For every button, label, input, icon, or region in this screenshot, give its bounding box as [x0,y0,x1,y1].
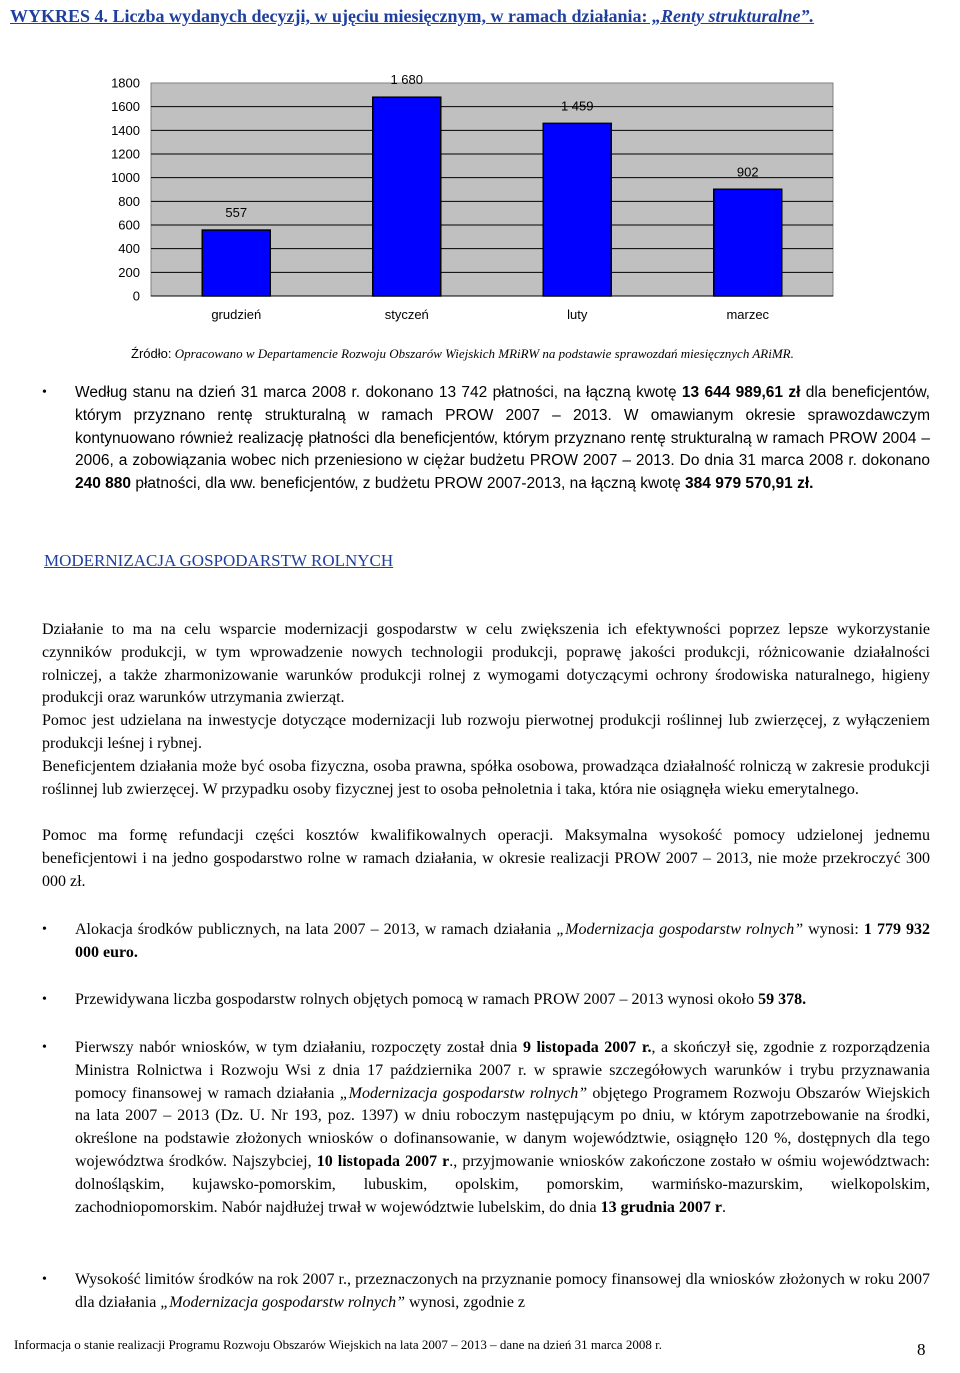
source-label: Źródło: [131,346,172,361]
y-tick-label: 200 [118,264,140,280]
bar-1 [373,97,441,296]
y-tick-label: 600 [118,217,140,233]
bar-data-label: 557 [225,205,248,221]
page-number: 8 [917,1340,926,1359]
x-tick-label: marzec [726,307,770,322]
body-paragraph-3: Beneficjentem działania może być osoba fizyczna, osoba prawna, spółka osobowa, prowadząca działalność rolniczą w zakresie produkcji roślinnej lub zwierzęcej. W przypadku osoby fizycznej jest to osoba pełnoletnia i taka, która nie osiągnęła wieku emerytalnego. [42,758,930,798]
bullet-marker: • [42,1272,47,1287]
y-tick-label: 1200 [111,146,140,162]
allocation-bullet: Alokacja środków publicznych, na lata 2007 – 2013, w ramach działania „Modernizacja gospodarstw rolnych” wynosi: 1 779 932 000 euro. [75,921,931,961]
bar-data-label: 1 680 [390,72,424,88]
x-axis-labels [211,307,769,322]
y-tick-label: 0 [132,288,140,304]
chart-source [131,346,794,362]
body-paragraph-4: Pomoc ma formę refundacji części kosztów kwalifikowalnych operacji. Maksymalna wysokość pomocy udzielonej jednemu beneficjentowi i na jedno gospodarstwo rolne w ramach działania, w okresie realizacji PROW 2007 – 2013, nie może przekroczyć 300 000 zł. [42,827,930,890]
y-axis-ticks [111,76,140,304]
source-text: Opracowano w Departamencie Rozwoju Obszarów Wiejskich MRiRW na podstawie sprawozdań miesięcznych ARiMR. [171,346,794,361]
bar-3 [714,189,782,296]
bullet-marker: • [42,992,47,1007]
y-tick-label: 1000 [111,170,140,186]
x-tick-label: luty [567,307,588,322]
bullet-marker: • [42,922,47,937]
limits-bullet: Wysokość limitów środków na rok 2007 r., przeznaczonych na przyznanie pomocy finansowej dla wniosków złożonych w roku 2007 dla działania „Modernizacja gospodarstw rolnych” wynosi, zgodnie z [75,1271,930,1311]
application-intake-bullet: Pierwszy nabór wniosków, w tym działaniu, rozpoczęty został dnia 9 listopada 2007 r., a skończył się, zgodnie z rozporządzenia Ministra Rolnictwa i Rozwoju Wsi z dnia 17 października 2007 r. w sprawie szczegółowych warunków i trybu przyznawania pomocy finansowej w ramach działania „Modernizacja gospodarstw rolnych” objętego Programem Rozwoju Obszarów Wiejskich na lata 2007 – 2013 (Dz. U. Nr 193, poz. 1397) w dniu roboczym następującym po dniu, w którym zapotrzebowanie na środki, określone na podstawie złożonych wniosków o dofinansowanie, w danym województwie, osiągnęło 120 %, dostępnych dla tego województwa środków. Najszybciej, 10 listopada 2007 r., przyjmowanie wniosków zakończone zostało w ośmiu województwach: dolnośląskim, kujawsko-pomorskim, lubuskim, opolskim, pomorskim, warmińsko-mazurskim, wielkopolskim, zachodniopomorskim. Nabór najdłużej trwał w województwie lubelskim, do dnia 13 grudnia 2007 r. [75,1039,931,1216]
section-heading: MODERNIZACJA GOSPODARSTW ROLNYCH [44,551,394,570]
bullet-marker: • [42,385,47,400]
renty-summary-paragraph: Według stanu na dzień 31 marca 2008 r. dokonano 13 742 płatności, na łączną kwotę 13 644 989,61 zł dla beneficjentów, którym przyznano rentę strukturalną w ramach PROW 2007 – 2013. W omawianym okresie sprawozdawczym kontynuowano również realizację płatności dla beneficjentów, którym przyznano rentę strukturalną w ramach PROW 2004 – 2006, a zobowiązania wobec nich przeniesiono w ciężar budżetu PROW 2007 – 2013. Do dnia 31 marca 2008 r. dokonano 240 880 płatności, dla ww. beneficjentów, z budżetu PROW 2007-2013, na łączną kwotę 384 979 570,91 zł. [75,384,930,493]
bar-data-label: 1 459 [560,98,594,114]
bullet-marker: • [42,1040,47,1055]
farms-count-bullet: Przewidywana liczba gospodarstw rolnych objętych pomocą w ramach PROW 2007 – 2013 wynosi około 59 378. [75,991,807,1008]
chart-title-prefix: WYKRES 4. Liczba wydanych decyzji, w ujęciu miesięcznym, w ramach działania: [10,6,648,26]
y-tick-label: 1600 [111,99,140,115]
body-paragraph-2: Pomoc jest udzielana na inwestycje dotyczące modernizacji lub rozwoju pierwotnej produkcji roślinnej lub zwierzęcej, z wyłączeniem produkcji leśnej i rybnej. [42,712,930,752]
chart-title-action: „Renty strukturalne”. [647,6,814,26]
page-footer: Informacja o stanie realizacji Programu Rozwoju Obszarów Wiejskich na lata 2007 – 2013 – dane na dzień 31 marca 2008 r. [14,1337,662,1352]
y-tick-label: 1800 [111,75,140,91]
y-tick-label: 400 [118,241,140,257]
bar-0 [202,230,270,296]
bar-data-label: 902 [736,164,759,180]
x-tick-label: styczeń [384,307,429,322]
bar-2 [543,123,611,296]
body-paragraph-1: Działanie to ma na celu wsparcie modernizacji gospodarstw w celu zwiększenia ich efektywności poprzez lepsze wykorzystanie czynników produkcji, w tym wprowadzenie nowych technologii produkcji, poprawę jakości produkcji, różnicowanie działalności rolniczej, a także zharmonizowanie warunków produkcji rolnej z wymogami dotyczącymi ochrony środowiska naturalnego, higieny produkcji oraz warunków utrzymania zwierząt. [42,621,930,707]
x-tick-label: grudzień [211,307,262,322]
bar-chart [0,0,960,340]
y-tick-label: 800 [118,193,140,209]
y-tick-label: 1400 [111,122,140,138]
